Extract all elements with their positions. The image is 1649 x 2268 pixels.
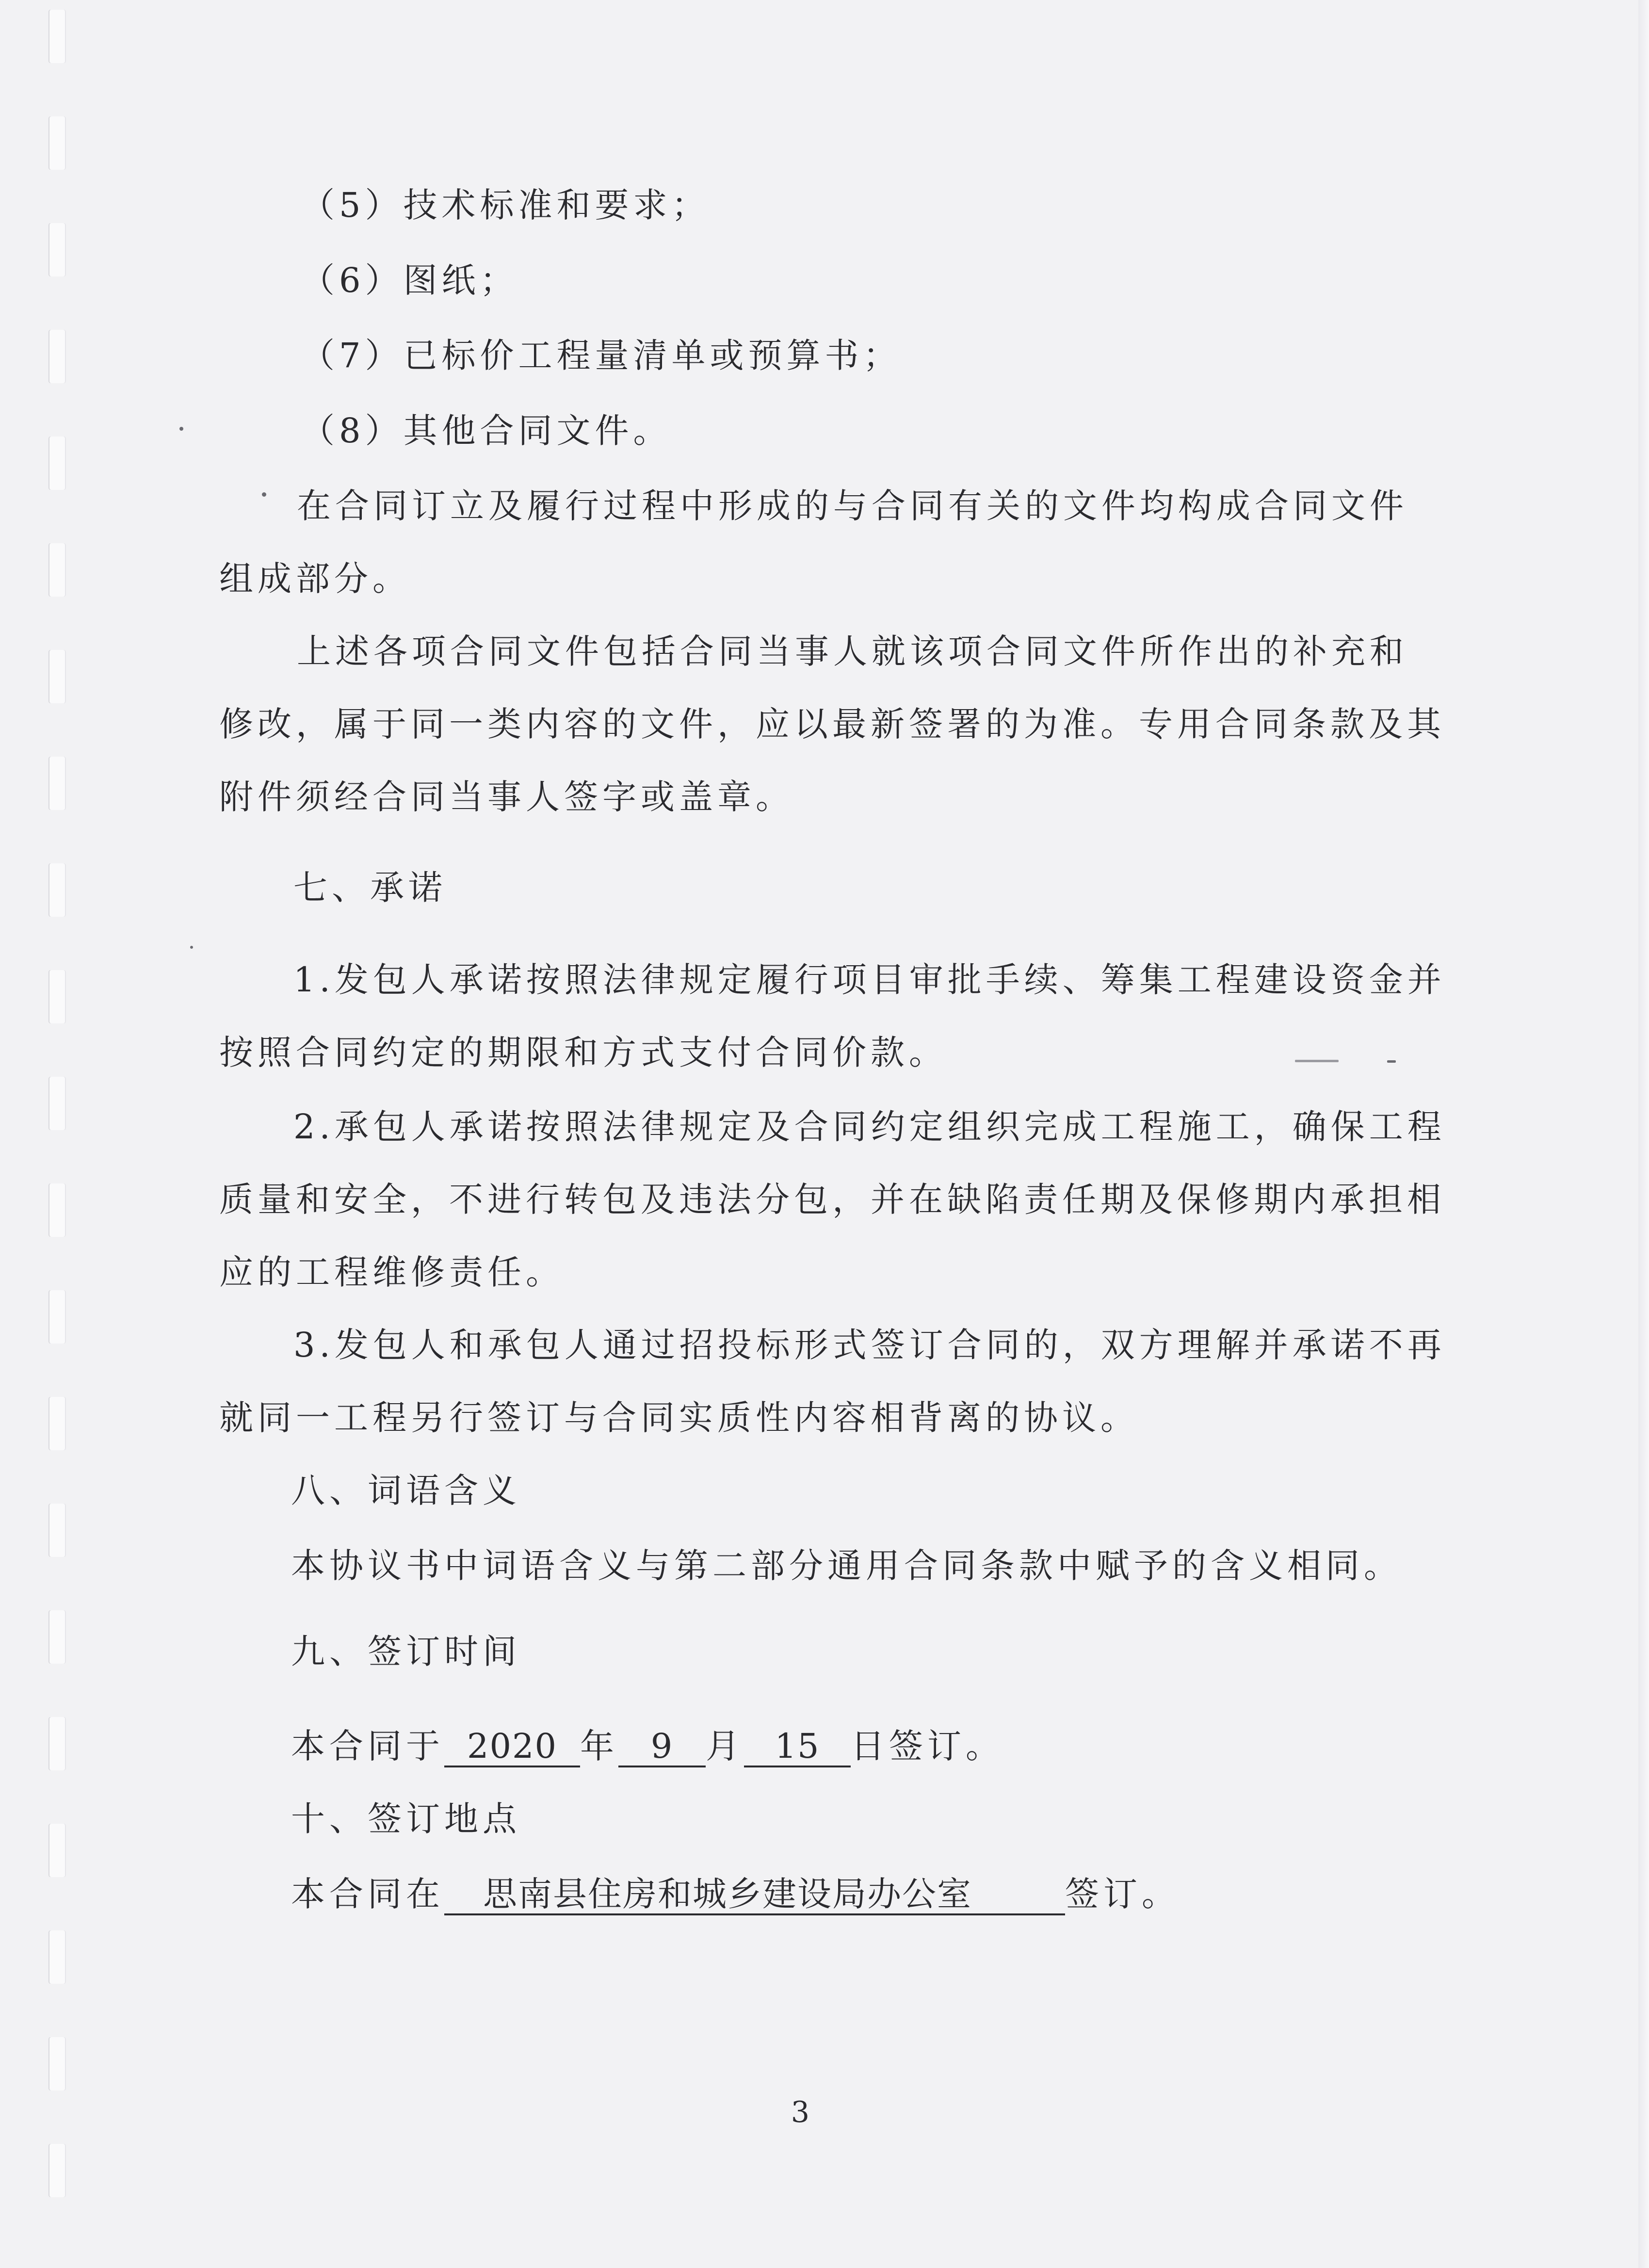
year-unit: 年: [580, 1726, 618, 1766]
list-item: （5）技术标准和要求；: [301, 185, 710, 225]
paragraph-line: 附件须经合同当事人签字或盖章。: [219, 777, 794, 817]
section-heading: 十、签订地点: [291, 1799, 521, 1839]
list-item: （7）已标价工程量清单或预算书；: [301, 336, 902, 375]
paragraph-line: 就同一工程另行签订与合同实质性内容相背离的协议。: [219, 1398, 1139, 1438]
paragraph-line: 组成部分。: [219, 559, 411, 599]
paragraph-line: 1.发包人承诺按照法律规定履行项目审批手续、筹集工程建设资金并: [293, 960, 1446, 1000]
paragraph-line: 3.发包人和承包人通过招投标形式签订合同的，双方理解并承诺不再: [293, 1325, 1446, 1365]
date-month: 9: [618, 1727, 706, 1767]
signing-place: [291, 1872, 1180, 1916]
scan-speck: [179, 427, 183, 431]
list-item: （8）其他合同文件。: [301, 411, 672, 451]
binding-holes: [48, 0, 68, 2268]
paragraph-line: 本协议书中词语含义与第二部分通用合同条款中赋予的含义相同。: [291, 1546, 1402, 1586]
paragraph-line: 上述各项合同文件包括合同当事人就该项合同文件所作出的补充和: [297, 632, 1408, 671]
place-prefix: 本合同在: [291, 1874, 444, 1914]
date-day: 15: [744, 1727, 851, 1767]
list-item: （6）图纸；: [301, 260, 518, 300]
month-unit: 月: [706, 1726, 744, 1766]
paragraph-line: 按照合同约定的期限和方式支付合同价款。: [219, 1033, 947, 1072]
section-heading: 八、词语含义: [291, 1471, 521, 1510]
scan-speck: [262, 492, 266, 497]
scan-speck: [1387, 1060, 1396, 1063]
date-prefix: 本合同于: [291, 1726, 444, 1766]
date-suffix: 日签订。: [851, 1726, 1004, 1766]
paragraph-line: 应的工程维修责任。: [219, 1252, 564, 1292]
paragraph-line: 质量和安全，不进行转包及违法分包，并在缺陷责任期及保修期内承担相: [219, 1180, 1445, 1219]
place-suffix: 签订。: [1065, 1874, 1180, 1914]
signing-date: [291, 1724, 1004, 1768]
date-year: 2020: [444, 1727, 580, 1767]
scan-speck: [190, 946, 193, 949]
page-number: 3: [791, 2095, 810, 2129]
paragraph-line: 2.承包人承诺按照法律规定及合同约定组织完成工程施工，确保工程: [293, 1107, 1446, 1147]
section-heading: 九、签订时间: [291, 1632, 521, 1671]
paragraph-line: 修改，属于同一类内容的文件，应以最新签署的为准。专用合同条款及其: [219, 704, 1445, 744]
section-heading: 七、承诺: [293, 868, 447, 907]
paper-edge: [1638, 0, 1649, 2268]
place-value: 思南县住房和城乡建设局办公室: [444, 1875, 1065, 1915]
scan-speck: [1295, 1060, 1339, 1062]
paragraph-line: 在合同订立及履行过程中形成的与合同有关的文件均构成合同文件: [297, 486, 1408, 526]
